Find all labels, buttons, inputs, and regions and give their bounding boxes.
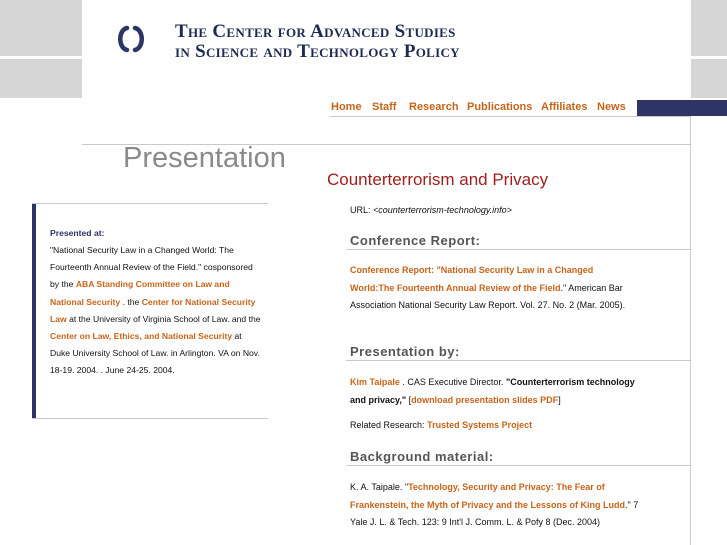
background-heading: Background material: [350,449,494,464]
conference-report-citation: ." American Bar Association National Security Law Report. Vol. 27. No. 2 (Mar. 2005). [350,282,626,310]
sidebar-heading: Presented at: [50,228,105,238]
sidebar-text-the: . the [122,296,140,307]
link-kim-taipale[interactable]: Kim Taipale [350,377,400,387]
right-column-border [690,116,691,545]
nav-staff[interactable]: Staff [372,101,397,113]
conference-report-heading: Conference Report: [350,233,481,248]
related-research-line [350,417,532,435]
presentation-by-heading: Presentation by: [350,344,460,359]
presenter-role: . CAS Executive Director. [402,377,504,387]
right-navy-bar [637,100,727,116]
logo-icon[interactable] [114,22,148,56]
sidebar-bottom-rule [32,418,268,419]
url-value[interactable]: <counterterrorism-technology.info> [373,205,512,215]
site-title-line2[interactable]: in Science and Technology Policy [175,41,460,62]
page-section-title: Presentation [123,142,286,174]
right-panel-top [691,0,727,56]
bg-citation: ." 7 Yale J. L. & Tech. 123: 9 Int'l J. Comm. L. & Pofy 8 (Dec. 2004) [350,499,639,527]
background-body [350,479,640,532]
presentation-body [350,374,640,409]
sidebar-text-duke: at Duke University School of Law. in Arlington. VA on Nov. 18-19. 2004. . June 24-25. 2004. [50,331,260,376]
bg-author: K. A. Taipale. " [350,482,409,492]
presentation-title: "Counterterrorism technology and privacy," [350,377,635,405]
related-research-label: Related Research: [350,420,425,430]
link-aba-committee[interactable]: ABA Standing Committee on Law and National Security [50,279,230,307]
link-trusted-systems[interactable]: Trusted Systems Project [427,420,533,430]
nav-home[interactable]: Home [331,101,362,113]
background-heading-rule [346,465,691,466]
download-close-bracket: ] [558,394,561,405]
left-panel-top [0,0,82,56]
conference-report-body [350,262,640,315]
link-download-slides[interactable]: download presentation slides PDF [411,394,559,405]
nav-publications[interactable]: Publications [467,101,533,113]
sidebar-accent-bar [32,204,36,418]
url-label: URL: [350,205,371,215]
main-nav [330,101,630,115]
sidebar-body [50,242,262,380]
sidebar-top-rule [32,203,268,204]
url-line [350,205,512,215]
presentation-heading-rule [346,360,691,361]
nav-research[interactable]: Research [409,101,459,113]
download-open-bracket: [ [408,394,412,405]
sidebar-cosponsored: cosponsored by the [50,262,253,290]
nav-affiliates[interactable]: Affiliates [541,101,588,113]
sidebar-event: "National Security Law in a Changed World: The Fourteenth Annual Review of the Field." [50,245,234,273]
page-main-title: Counterterrorism and Privacy [327,170,549,189]
site-title-line1[interactable]: The Center for Advanced Studies [175,21,456,42]
conference-heading-rule [346,249,691,250]
sidebar-text-uva: at the University of Virginia School of Law. and the [69,313,261,324]
left-panel-mid [0,59,82,98]
link-bg-article[interactable]: Technology, Security and Privacy: The Fear of Frankenstein, the Myth of Privacy and the Lessons of King Ludd [350,482,626,510]
right-panel-mid [691,59,727,98]
link-center-law-ethics[interactable]: Center on Law, Ethics, and National Security [50,331,233,342]
link-center-nsl[interactable]: Center for National Security Law [50,296,256,324]
link-conference-report[interactable]: Conference Report: "National Security Law in a Changed World:The Fourteenth Annual Review of the Field [350,265,594,293]
nav-news[interactable]: News [597,101,626,113]
nav-underline [330,116,691,117]
